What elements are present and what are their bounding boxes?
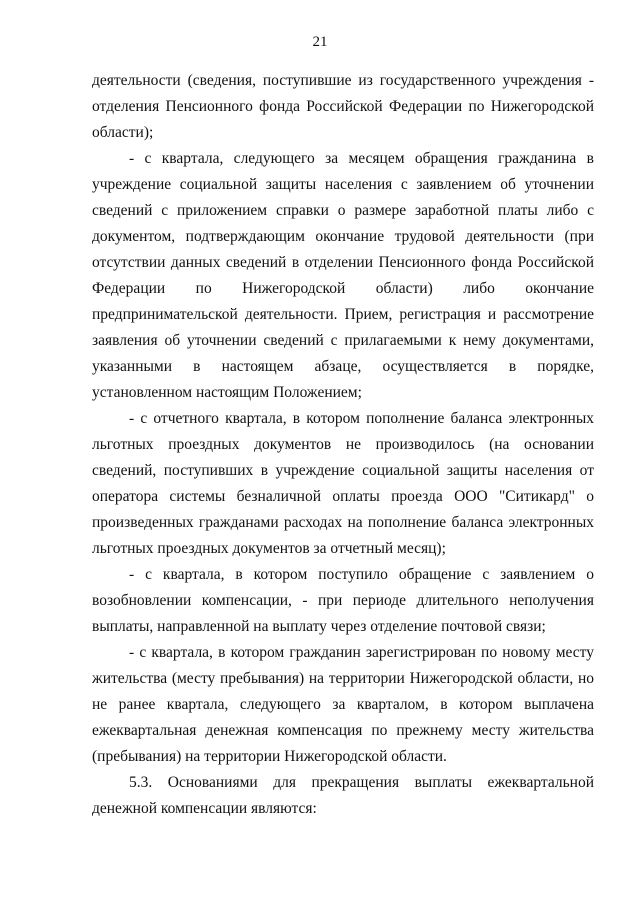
paragraph-resumption-quarter: - с квартала, в котором поступило обращение с заявлением о возобновлении компенсации, - при периоде длительного неполучения выплаты, направленной на выплату через отделение почтовой связи;	[92, 566, 594, 635]
document-body	[92, 68, 594, 822]
paragraph-section-5-3: 5.3. Основаниями для прекращения выплаты ежеквартальной денежной компенсации являются:	[92, 774, 594, 817]
paragraph-continuation: деятельности (сведения, поступившие из государственного учреждения - отделения Пенсионного фонда Российской Федерации по Нижегородской области);	[92, 72, 594, 141]
paragraph-new-residence-quarter: - с квартала, в котором гражданин зарегистрирован по новому месту жительства (месту пребывания) на территории Нижегородской области, но не ранее квартала, следующего за кварталом, в котором выплачена ежеквартальная денежная компенсация по прежнему месту жительства (пребывания) на территории Нижегородской области.	[92, 644, 594, 765]
paragraph-reporting-quarter: - с отчетного квартала, в котором пополнение баланса электронных льготных проездных документов не производилось (на основании сведений, поступивших в учреждение социальной защиты населения от оператора системы безналичной оплаты проезда ООО "Ситикард" о произведенных гражданами расходах на пополнение баланса электронных льготных проездных документов за отчетный месяц);	[92, 410, 594, 557]
paragraph-clarification-quarter: - с квартала, следующего за месяцем обращения гражданина в учреждение социальной защиты населения с заявлением об уточнении сведений с приложением справки о размере заработной платы либо с документом, подтверждающим окончание трудовой деятельности (при отсутствии данных сведений в отделении Пенсионного фонда Российской Федерации по Нижегородской области) либо окончание предпринимательской деятельности. Прием, регистрация и рассмотрение заявления об уточнении сведений с прилагаемыми к нему документами, указанными в настоящем абзаце, осуществляется в порядке, установленном настоящим Положением;	[92, 150, 594, 401]
page-number: 21	[312, 34, 328, 50]
